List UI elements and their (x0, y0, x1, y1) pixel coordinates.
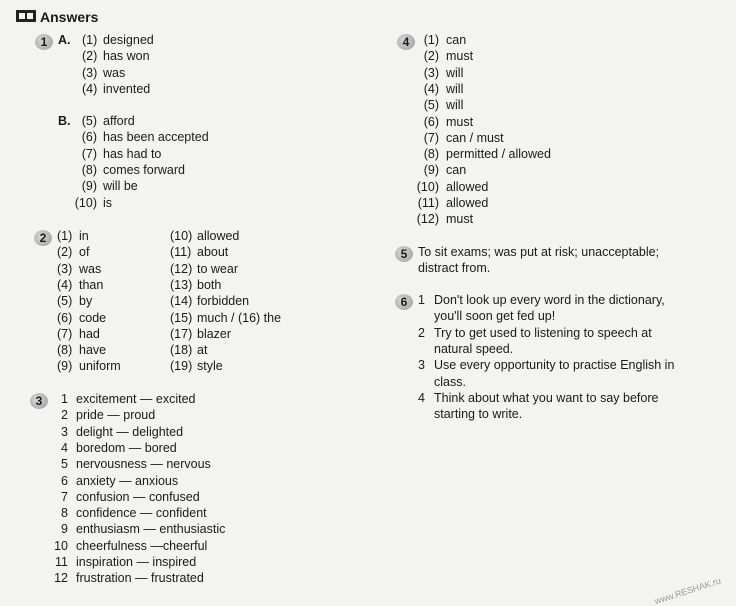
s1a-item-number: (1) (82, 33, 98, 47)
s2r-item-number: (11) (170, 245, 192, 260)
s1a-item-number: (3) (82, 65, 98, 80)
s4-item-number: (2) (423, 49, 439, 64)
s2r-item-number: (19) (170, 359, 193, 374)
s3-item-text: pride — proud (76, 408, 156, 423)
s6-item-number: 1 (418, 293, 425, 307)
s6-item-text: Don't look up every word in the dictionary, (434, 293, 665, 307)
s3-item-number: 7 (61, 489, 68, 504)
s2r-item-text: about (197, 245, 229, 260)
s3-item-text: cheerfulness —cheerful (76, 538, 208, 553)
s2r-item-number: (14) (170, 294, 193, 309)
s1a-item-text: designed (103, 33, 154, 47)
s2l-item-number: (6) (57, 310, 73, 325)
s3-item-text: boredom — bored (76, 440, 177, 455)
s2l-item-number: (7) (57, 326, 73, 341)
s6-item-number: 4 (418, 391, 425, 406)
s2l-item-text: was (79, 261, 102, 276)
s2r-item-number: (18) (170, 343, 193, 358)
s3-item-number: 8 (61, 506, 68, 521)
s1b-item-text: will be (103, 179, 138, 194)
s3-item-text: excitement — excited (76, 392, 196, 406)
section-1-b-label: B. (58, 114, 71, 128)
section-5-line-2: distract from. (418, 261, 491, 275)
s1b-item-number: (9) (81, 179, 97, 194)
s2l-item-text: uniform (79, 359, 121, 374)
s1b-item-text: afford (103, 114, 135, 128)
s2r-item-number: (12) (170, 261, 193, 276)
s3-item-text: confusion — confused (76, 489, 200, 504)
s3-item-text: frustration — frustrated (76, 571, 204, 586)
s2l-item-text: by (79, 294, 93, 309)
s3-item-number: 6 (61, 473, 68, 488)
s4-item-text: will (446, 81, 464, 96)
s4-item-text: will (446, 98, 464, 113)
s4-item-text: allowed (446, 179, 489, 194)
s2r-item-number: (17) (170, 326, 193, 341)
s2l-item-text: code (79, 310, 107, 325)
s1a-item-number: (4) (82, 81, 98, 96)
s4-item-number: (6) (423, 114, 439, 129)
s4-item-number: (1) (423, 33, 439, 47)
s3-item-number: 11 (55, 555, 68, 569)
section-6-badge: 6 (395, 294, 413, 310)
s2l-item-number: (9) (57, 359, 73, 374)
s4-item-number: (10) (416, 179, 439, 194)
s4-item-number: (4) (423, 81, 439, 96)
s4-item-text: must (446, 49, 474, 64)
s3-item-text: delight — delighted (76, 424, 184, 439)
s3-item-text: inspiration — inspired (76, 555, 197, 569)
s3-item-number: 10 (54, 538, 68, 553)
s2l-item-number: (1) (57, 229, 73, 243)
s1b-item-number: (7) (81, 146, 97, 161)
s1b-item-number: (6) (81, 130, 97, 145)
s4-item-text: allowed (446, 196, 489, 210)
s2r-item-number: (13) (170, 277, 193, 292)
s2r-item-text: to wear (197, 261, 238, 276)
s4-item-text: can (446, 163, 467, 178)
watermark: www.RESHAK.ru (653, 575, 722, 606)
s4-item-number: (9) (423, 163, 439, 178)
s1b-item-text: is (103, 195, 113, 210)
s6-item-text: starting to write. (434, 407, 523, 422)
s1a-item-text: invented (103, 81, 151, 96)
s3-item-text: anxiety — anxious (76, 473, 179, 488)
s1b-item-number: (8) (81, 162, 97, 177)
s3-item-number: 9 (61, 522, 68, 537)
s3-item-number: 4 (61, 440, 68, 455)
section-2-badge: 2 (34, 230, 52, 246)
s4-item-text: will (446, 65, 464, 80)
s4-item-number: (7) (423, 130, 439, 145)
section-4-badge: 4 (397, 34, 415, 50)
s2r-item-text: both (197, 277, 222, 292)
s6-item-text: Think about what you want to say before (434, 391, 659, 406)
s3-item-number: 1 (61, 392, 68, 406)
s4-item-number: (11) (417, 196, 439, 210)
s1a-item-number: (2) (82, 49, 98, 64)
s6-item-text: class. (434, 374, 466, 389)
s2l-item-number: (5) (57, 294, 73, 309)
s3-item-text: nervousness — nervous (76, 457, 211, 472)
s1a-item-text: was (103, 65, 126, 80)
s3-item-number: 3 (61, 424, 68, 439)
s2r-item-text: style (197, 359, 223, 374)
section-5-line-1: To sit exams; was put at risk; unacceptable; (418, 245, 660, 259)
s4-item-number: (8) (423, 147, 439, 162)
s2r-item-text: much / (16) the (197, 310, 282, 325)
section-1-badge: 1 (35, 34, 53, 50)
s6-item-text: you'll soon get fed up! (434, 309, 556, 324)
section-1-a-label: A. (58, 33, 71, 47)
s2l-item-text: than (79, 277, 104, 292)
s2r-item-text: blazer (197, 326, 232, 341)
section-5-badge: 5 (395, 246, 413, 262)
section-3-badge: 3 (30, 393, 48, 409)
s4-item-text: must (446, 212, 474, 227)
s6-item-number: 2 (418, 325, 425, 340)
s4-item-text: can / must (446, 130, 504, 145)
s2r-item-number: (15) (170, 310, 193, 325)
s2r-item-number: (10) (170, 229, 193, 243)
s6-item-number: 3 (418, 358, 425, 373)
s2l-item-number: (3) (57, 261, 73, 276)
s2l-item-text: in (79, 229, 89, 243)
s4-item-number: (5) (423, 98, 439, 113)
page-title: Answers (40, 9, 99, 25)
s1b-item-number: (5) (81, 114, 97, 128)
s2r-item-text: forbidden (197, 294, 250, 309)
s3-item-number: 2 (61, 408, 68, 423)
s4-item-number: (12) (416, 212, 439, 227)
s3-item-number: 5 (61, 457, 68, 472)
s2r-item-text: allowed (197, 229, 240, 243)
s1a-item-text: has won (103, 49, 150, 64)
s1b-item-text: comes forward (103, 162, 185, 177)
s1b-item-number: (10) (74, 195, 97, 210)
s2l-item-text: of (79, 245, 90, 260)
book-icon (16, 10, 36, 22)
s4-item-text: permitted / allowed (446, 147, 551, 162)
s1b-item-text: has been accepted (103, 130, 209, 145)
s2l-item-text: had (79, 326, 100, 341)
s6-item-text: Try to get used to listening to speech at (434, 325, 652, 340)
s4-item-text: can (446, 33, 467, 47)
s3-item-number: 12 (54, 571, 68, 586)
s2r-item-text: at (197, 343, 208, 358)
s6-item-text: natural speed. (434, 342, 514, 356)
s2l-item-number: (2) (57, 245, 73, 260)
s2l-item-number: (8) (57, 343, 73, 358)
s2l-item-number: (4) (57, 277, 73, 292)
s3-item-text: confidence — confident (76, 506, 207, 521)
s4-item-text: must (446, 114, 474, 129)
s1b-item-text: has had to (103, 146, 162, 161)
s3-item-text: enthusiasm — enthusiastic (76, 522, 226, 537)
s2l-item-text: have (79, 343, 107, 358)
s4-item-number: (3) (423, 65, 439, 80)
s6-item-text: Use every opportunity to practise English in (434, 358, 675, 373)
